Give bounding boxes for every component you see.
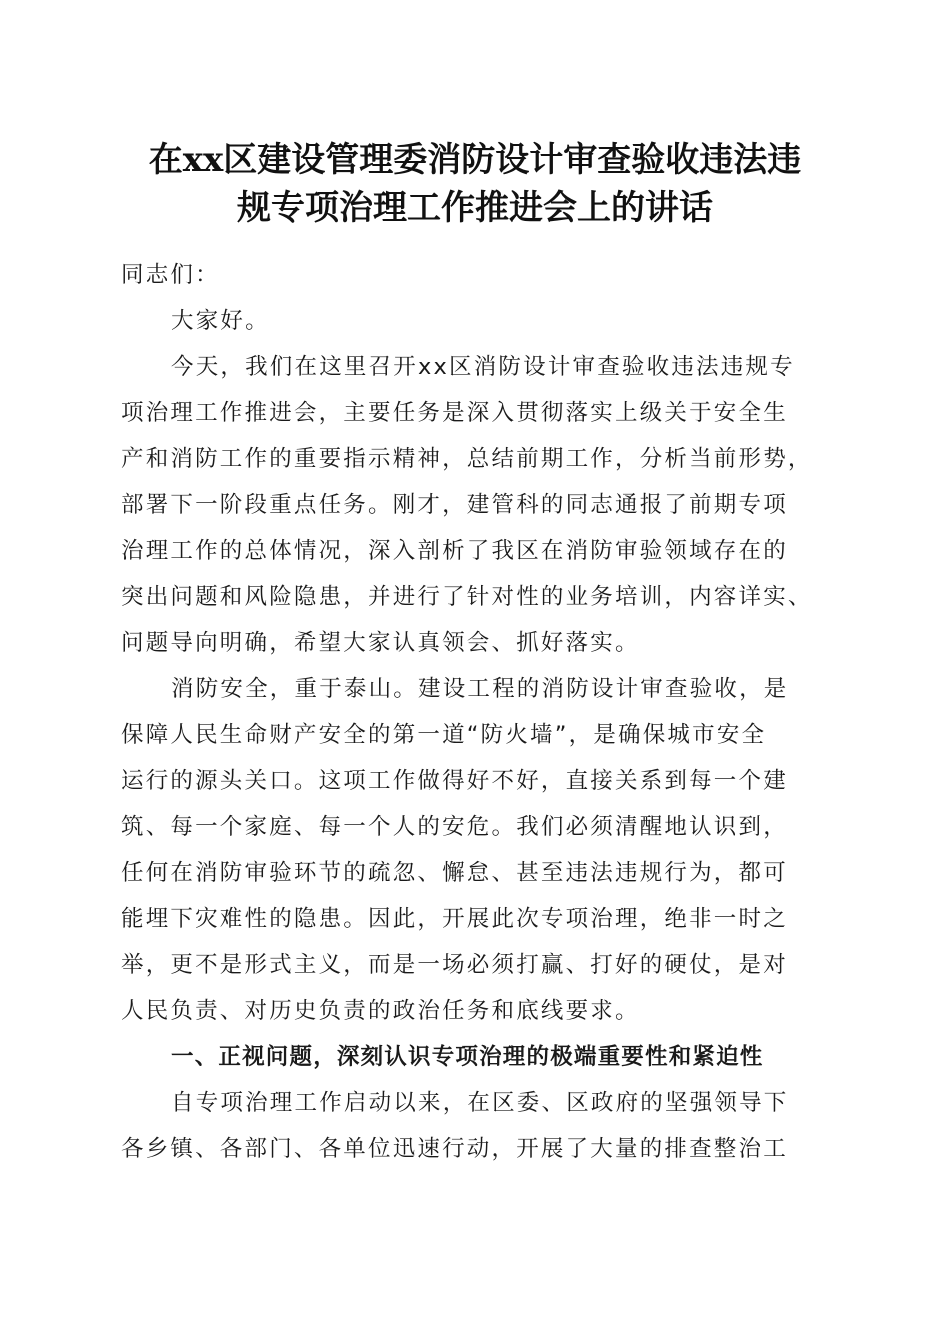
- paragraph-line: 运行的源头关口。这项工作做得好不好，直接关系到每一个建: [121, 768, 788, 794]
- title-line-2: 规专项治理工作推进会上的讲话: [237, 188, 713, 228]
- paragraph-line: 任何在消防审验环节的疏忽、懈怠、甚至违法违规行为，都可: [121, 860, 788, 886]
- paragraph-line: 举，更不是形式主义，而是一场必须打赢、打好的硬仗，是对: [121, 952, 788, 978]
- paragraph-1: [121, 344, 833, 666]
- document-title: [110, 136, 840, 232]
- paragraph-line: 消防安全，重于泰山。建设工程的消防设计审查验收，是: [171, 676, 789, 702]
- paragraph-line: 自专项治理工作启动以来，在区委、区政府的坚强领导下: [171, 1090, 789, 1116]
- salutation: 同志们：: [121, 262, 220, 288]
- paragraph-line: 部署下一阶段重点任务。刚才，建管科的同志通报了前期专项: [121, 492, 788, 518]
- title-line-1: 在xx区建设管理委消防设计审查验收违法违: [148, 140, 802, 180]
- paragraph-line: 能埋下灾难性的隐患。因此，开展此次专项治理，绝非一时之: [121, 906, 788, 932]
- paragraph-line: 治理工作的总体情况，深入剖析了我区在消防审验领域存在的: [121, 538, 788, 564]
- section-heading-1: 一、正视问题，深刻认识专项治理的极端重要性和紧迫性: [171, 1044, 764, 1070]
- paragraph-line: 产和消防工作的重要指示精神，总结前期工作，分析当前形势，: [121, 446, 813, 472]
- paragraph-line: 人民负责、对历史负责的政治任务和底线要求。: [121, 998, 640, 1024]
- paragraph-line: 各乡镇、各部门、各单位迅速行动，开展了大量的排查整治工: [121, 1136, 788, 1162]
- paragraph-3: [121, 1080, 833, 1172]
- paragraph-2: [121, 666, 833, 1034]
- paragraph-line: 项治理工作推进会，主要任务是深入贯彻落实上级关于安全生: [121, 400, 788, 426]
- greeting: 大家好。: [171, 308, 270, 334]
- paragraph-line: 问题导向明确，希望大家认真领会、抓好落实。: [121, 630, 640, 656]
- paragraph-line: 突出问题和风险隐患，并进行了针对性的业务培训，内容详实、: [121, 584, 813, 610]
- paragraph-line: 保障人民生命财产安全的第一道“防火墙”，是确保城市安全: [121, 722, 767, 748]
- paragraph-line: 筑、每一个家庭、每一个人的安危。我们必须清醒地认识到，: [121, 814, 788, 840]
- document-body: [121, 252, 833, 1172]
- paragraph-line: 今天，我们在这里召开xx区消防设计审查验收违法违规专: [171, 354, 795, 380]
